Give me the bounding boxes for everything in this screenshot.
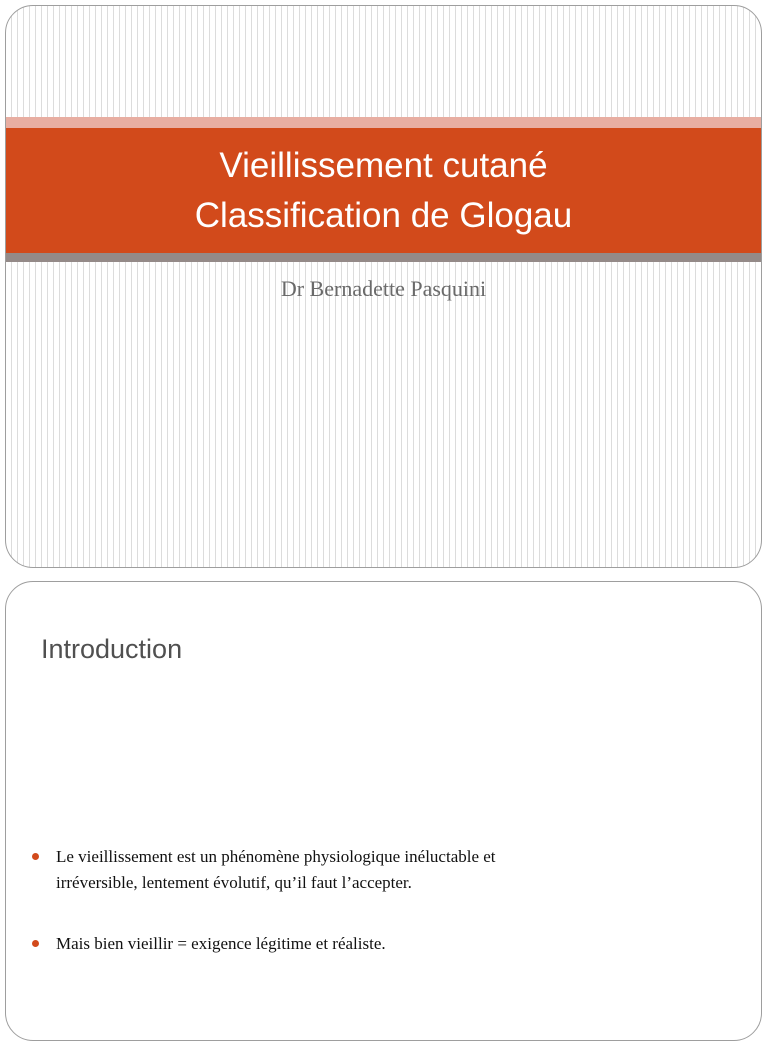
title-band — [6, 128, 761, 253]
bullet-text: Mais bien vieillir = exigence légitime et réaliste. — [56, 934, 386, 953]
slide-title-line-1: Vieillissement cutané — [219, 145, 548, 185]
bullet-dot-icon — [32, 853, 39, 860]
bullet-text: Le vieillissement est un phénomène physiologique inéluctable et irréversible, lentement évolutif, qu’il faut l’accepter. — [56, 847, 496, 892]
author-name: Dr Bernadette Pasquini — [280, 276, 487, 301]
title-band-bottom-stripe — [6, 253, 761, 262]
slide-heading: Introduction — [41, 634, 183, 664]
bullet-dot-icon — [32, 940, 39, 947]
bullet-item — [30, 931, 500, 957]
slide-title-line-2: Classification de Glogau — [194, 195, 573, 235]
title-slide — [5, 5, 762, 568]
bullet-list — [30, 844, 500, 992]
title-band-top-stripe — [6, 117, 761, 128]
bullet-item — [30, 844, 500, 896]
introduction-slide — [5, 581, 762, 1041]
